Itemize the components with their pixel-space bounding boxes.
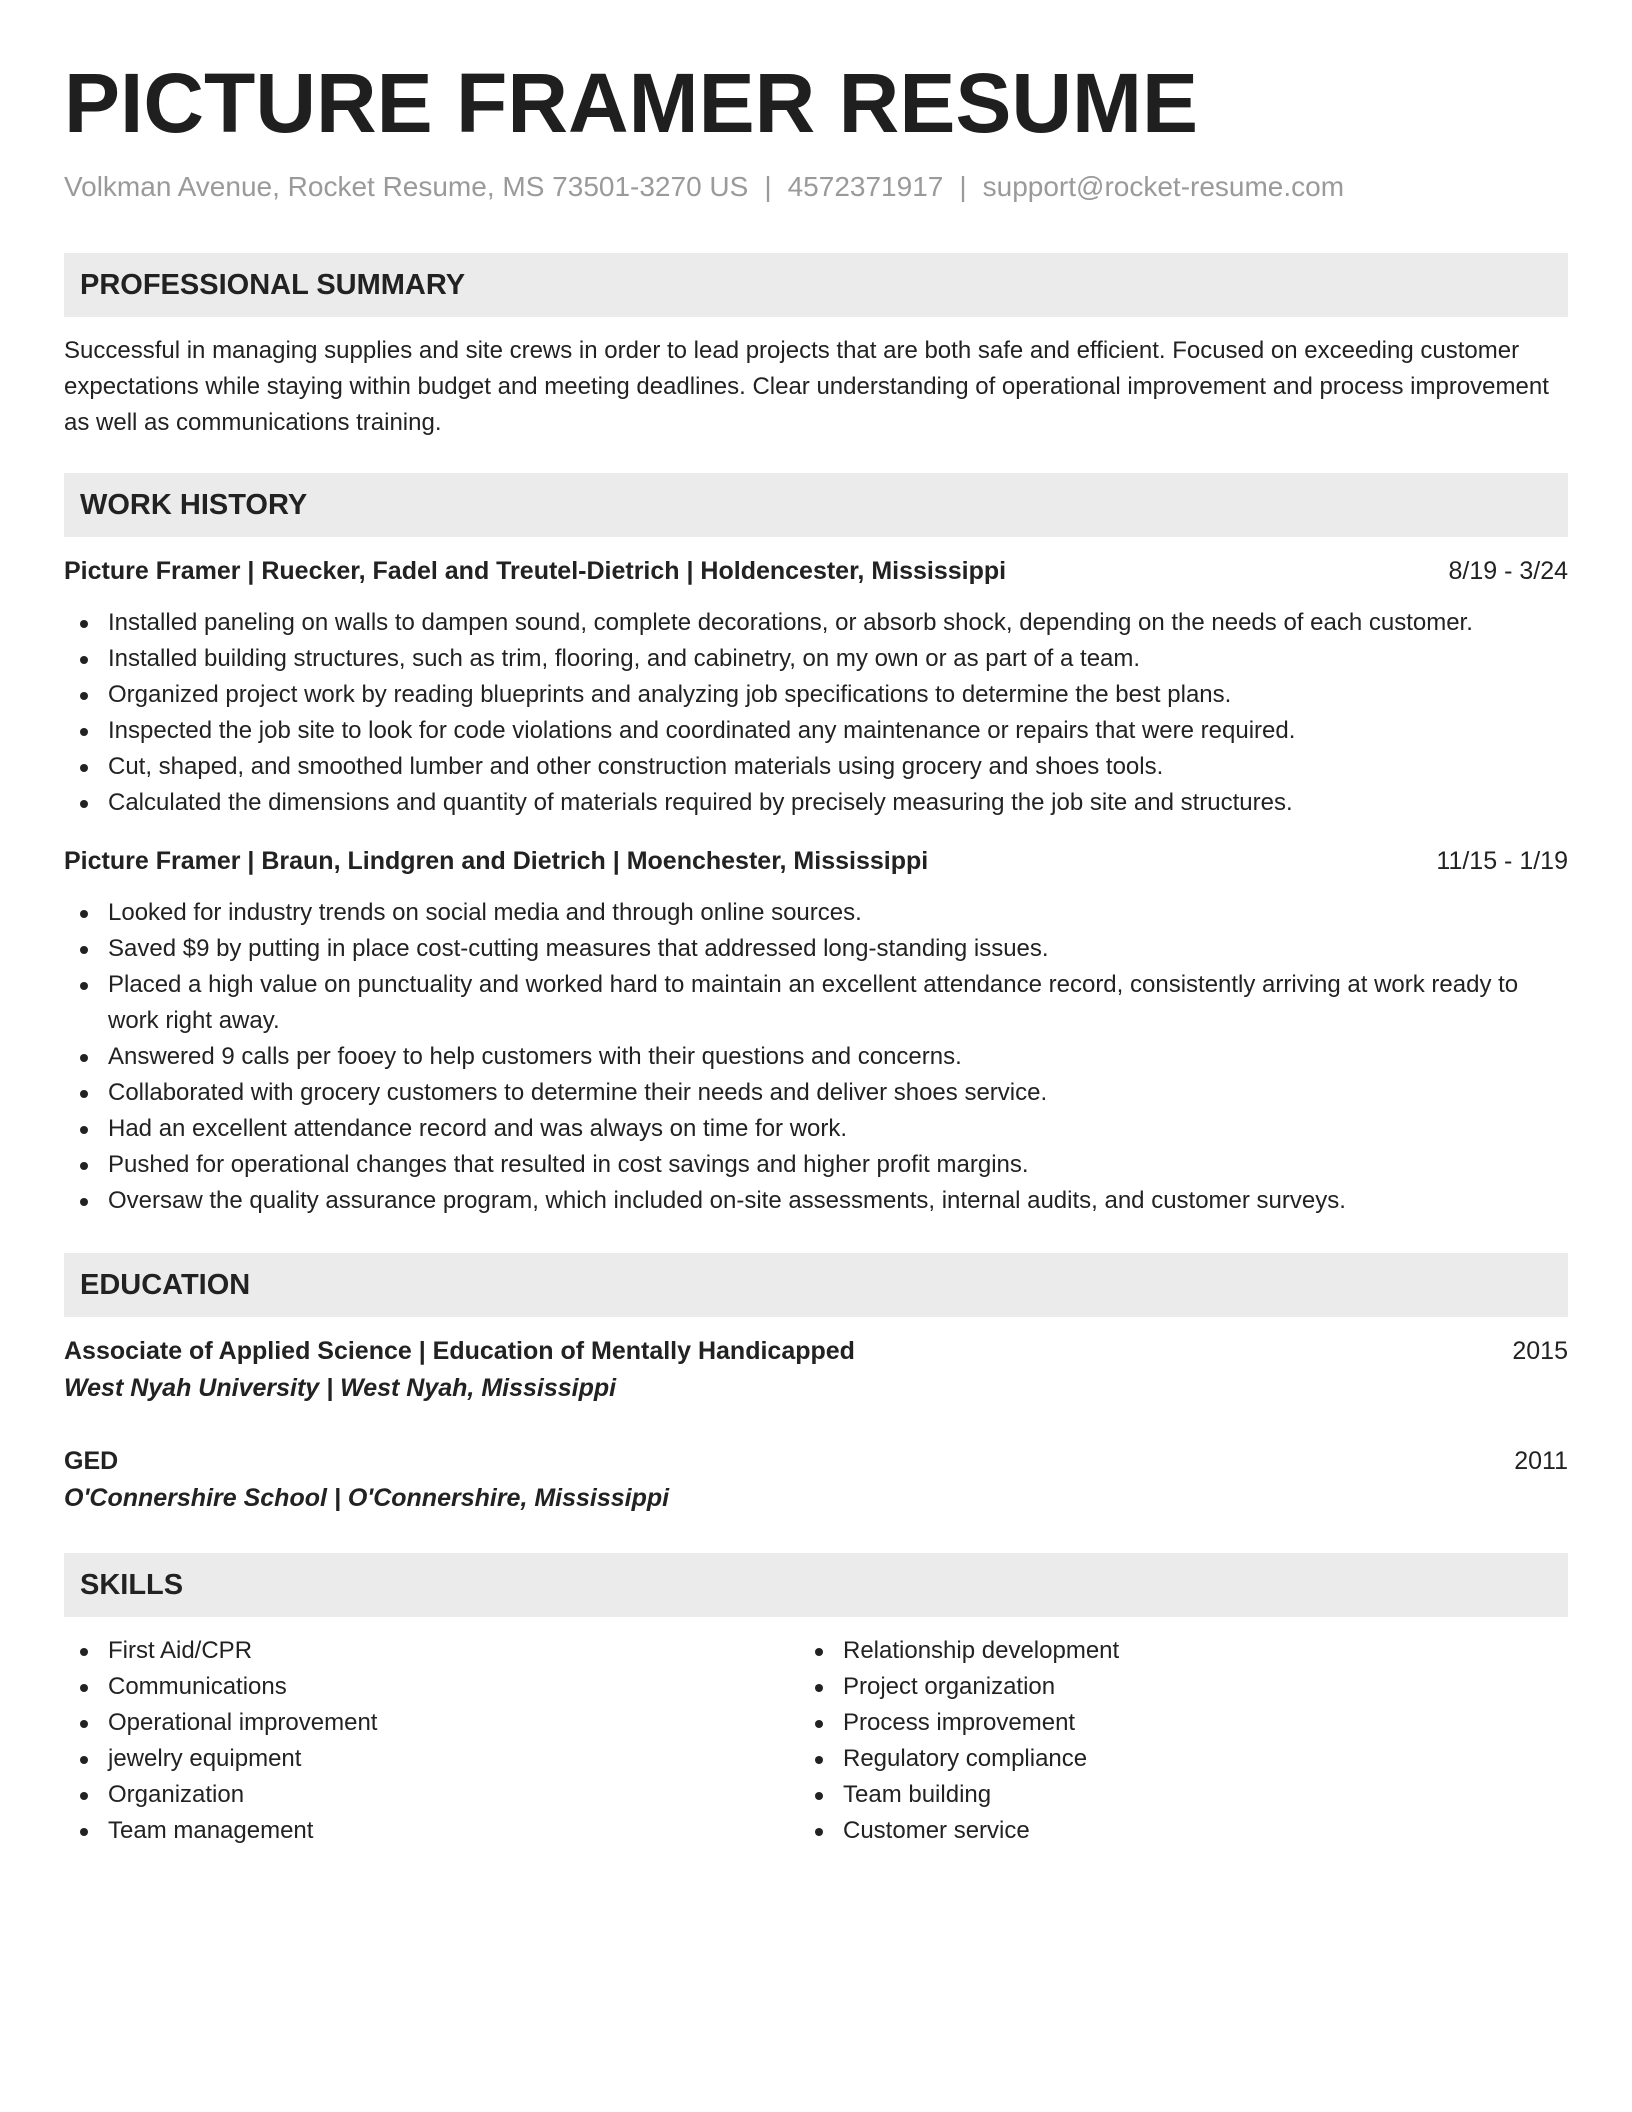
education-entry (64, 1443, 1568, 1517)
skill-item: Relationship development (799, 1633, 1534, 1669)
education-school: West Nyah University | West Nyah, Mississippi (64, 1374, 617, 1402)
job-bullet: Placed a high value on punctuality and worked hard to maintain an excellent attendance record, consistently arriving at work ready to work right away. (64, 967, 1568, 1039)
education-year: 2011 (1514, 1447, 1568, 1475)
work-history-heading: WORK HISTORY (64, 473, 1568, 537)
education-entry (64, 1333, 1568, 1407)
skills-grid (64, 1633, 1568, 1849)
job-bullet: Organized project work by reading blueprints and analyzing job specifications to determine the best plans. (64, 677, 1568, 713)
job-bullet: Collaborated with grocery customers to determine their needs and deliver shoes service. (64, 1075, 1568, 1111)
education-header (64, 1443, 1568, 1479)
skills-heading: SKILLS (64, 1553, 1568, 1617)
job-dates: 11/15 - 1/19 (1436, 847, 1568, 875)
summary-heading: PROFESSIONAL SUMMARY (64, 253, 1568, 317)
education-heading: EDUCATION (64, 1253, 1568, 1317)
resume-title: PICTURE FRAMER RESUME (64, 56, 1199, 150)
skill-item: Team building (799, 1777, 1534, 1813)
education-degree: GED (64, 1447, 119, 1475)
skills-list (799, 1633, 1534, 1849)
job-bullet: Installed building structures, such as trim, flooring, and cabinetry, on my own or as part of a team. (64, 641, 1568, 677)
job-bullet: Looked for industry trends on social media and through online sources. (64, 895, 1568, 931)
contact-phone: 4572371917 (787, 171, 944, 202)
skill-item: Communications (64, 1669, 799, 1705)
job-bullet: Cut, shaped, and smoothed lumber and other construction materials using grocery and shoes tools. (64, 749, 1568, 785)
skill-item: Regulatory compliance (799, 1741, 1534, 1777)
skill-item: jewelry equipment (64, 1741, 799, 1777)
job-bullet: Inspected the job site to look for code violations and coordinated any maintenance or repairs that were required. (64, 713, 1568, 749)
contact-separator: | (959, 171, 967, 202)
job-entry (64, 553, 1568, 821)
job-header (64, 553, 1568, 589)
job-title: Picture Framer | Braun, Lindgren and Dietrich | Moenchester, Mississippi (64, 847, 929, 875)
education-school: O'Connershire School | O'Connershire, Mississippi (64, 1484, 670, 1512)
job-bullets (64, 895, 1568, 1219)
job-bullet: Pushed for operational changes that resulted in cost savings and higher profit margins. (64, 1147, 1568, 1183)
job-title: Picture Framer | Ruecker, Fadel and Treutel-Dietrich | Holdencester, Mississippi (64, 557, 1007, 585)
summary-text: Successful in managing supplies and site crews in order to lead projects that are both safe and efficient. Focused on exceeding customer expectations while staying within budget and meeting deadlines. Clear understanding of operational improvement and process improvement as well as communications training. (64, 337, 1549, 436)
job-bullet: Saved $9 by putting in place cost-cutting measures that addressed long-standing issues. (64, 931, 1568, 967)
skill-item: Operational improvement (64, 1705, 799, 1741)
contact-address: Volkman Avenue, Rocket Resume, MS 73501-3270 US (64, 171, 749, 202)
job-header (64, 843, 1568, 879)
job-entry (64, 843, 1568, 1219)
contact-separator: | (764, 171, 772, 202)
job-bullet: Answered 9 calls per fooey to help customers with their questions and concerns. (64, 1039, 1568, 1075)
job-dates: 8/19 - 3/24 (1448, 557, 1568, 585)
job-bullet: Had an excellent attendance record and was always on time for work. (64, 1111, 1568, 1147)
skill-item: First Aid/CPR (64, 1633, 799, 1669)
skill-item: Project organization (799, 1669, 1534, 1705)
job-bullet: Oversaw the quality assurance program, which included on-site assessments, internal audits, and customer surveys. (64, 1183, 1568, 1219)
skill-item: Process improvement (799, 1705, 1534, 1741)
skill-item: Organization (64, 1777, 799, 1813)
skills-column-left (64, 1633, 799, 1849)
skill-item: Team management (64, 1813, 799, 1849)
education-year: 2015 (1512, 1337, 1568, 1365)
contact-line (64, 169, 1568, 205)
education-header (64, 1333, 1568, 1369)
skills-list (64, 1633, 799, 1849)
education-degree: Associate of Applied Science | Education of Mentally Handicapped (64, 1337, 855, 1365)
job-bullet: Installed paneling on walls to dampen sound, complete decorations, or absorb shock, depending on the needs of each customer. (64, 605, 1568, 641)
skill-item: Customer service (799, 1813, 1534, 1849)
job-bullet: Calculated the dimensions and quantity of materials required by precisely measuring the job site and structures. (64, 785, 1568, 821)
job-bullets (64, 605, 1568, 821)
contact-email: support@rocket-resume.com (982, 171, 1345, 202)
skills-column-right (799, 1633, 1534, 1849)
